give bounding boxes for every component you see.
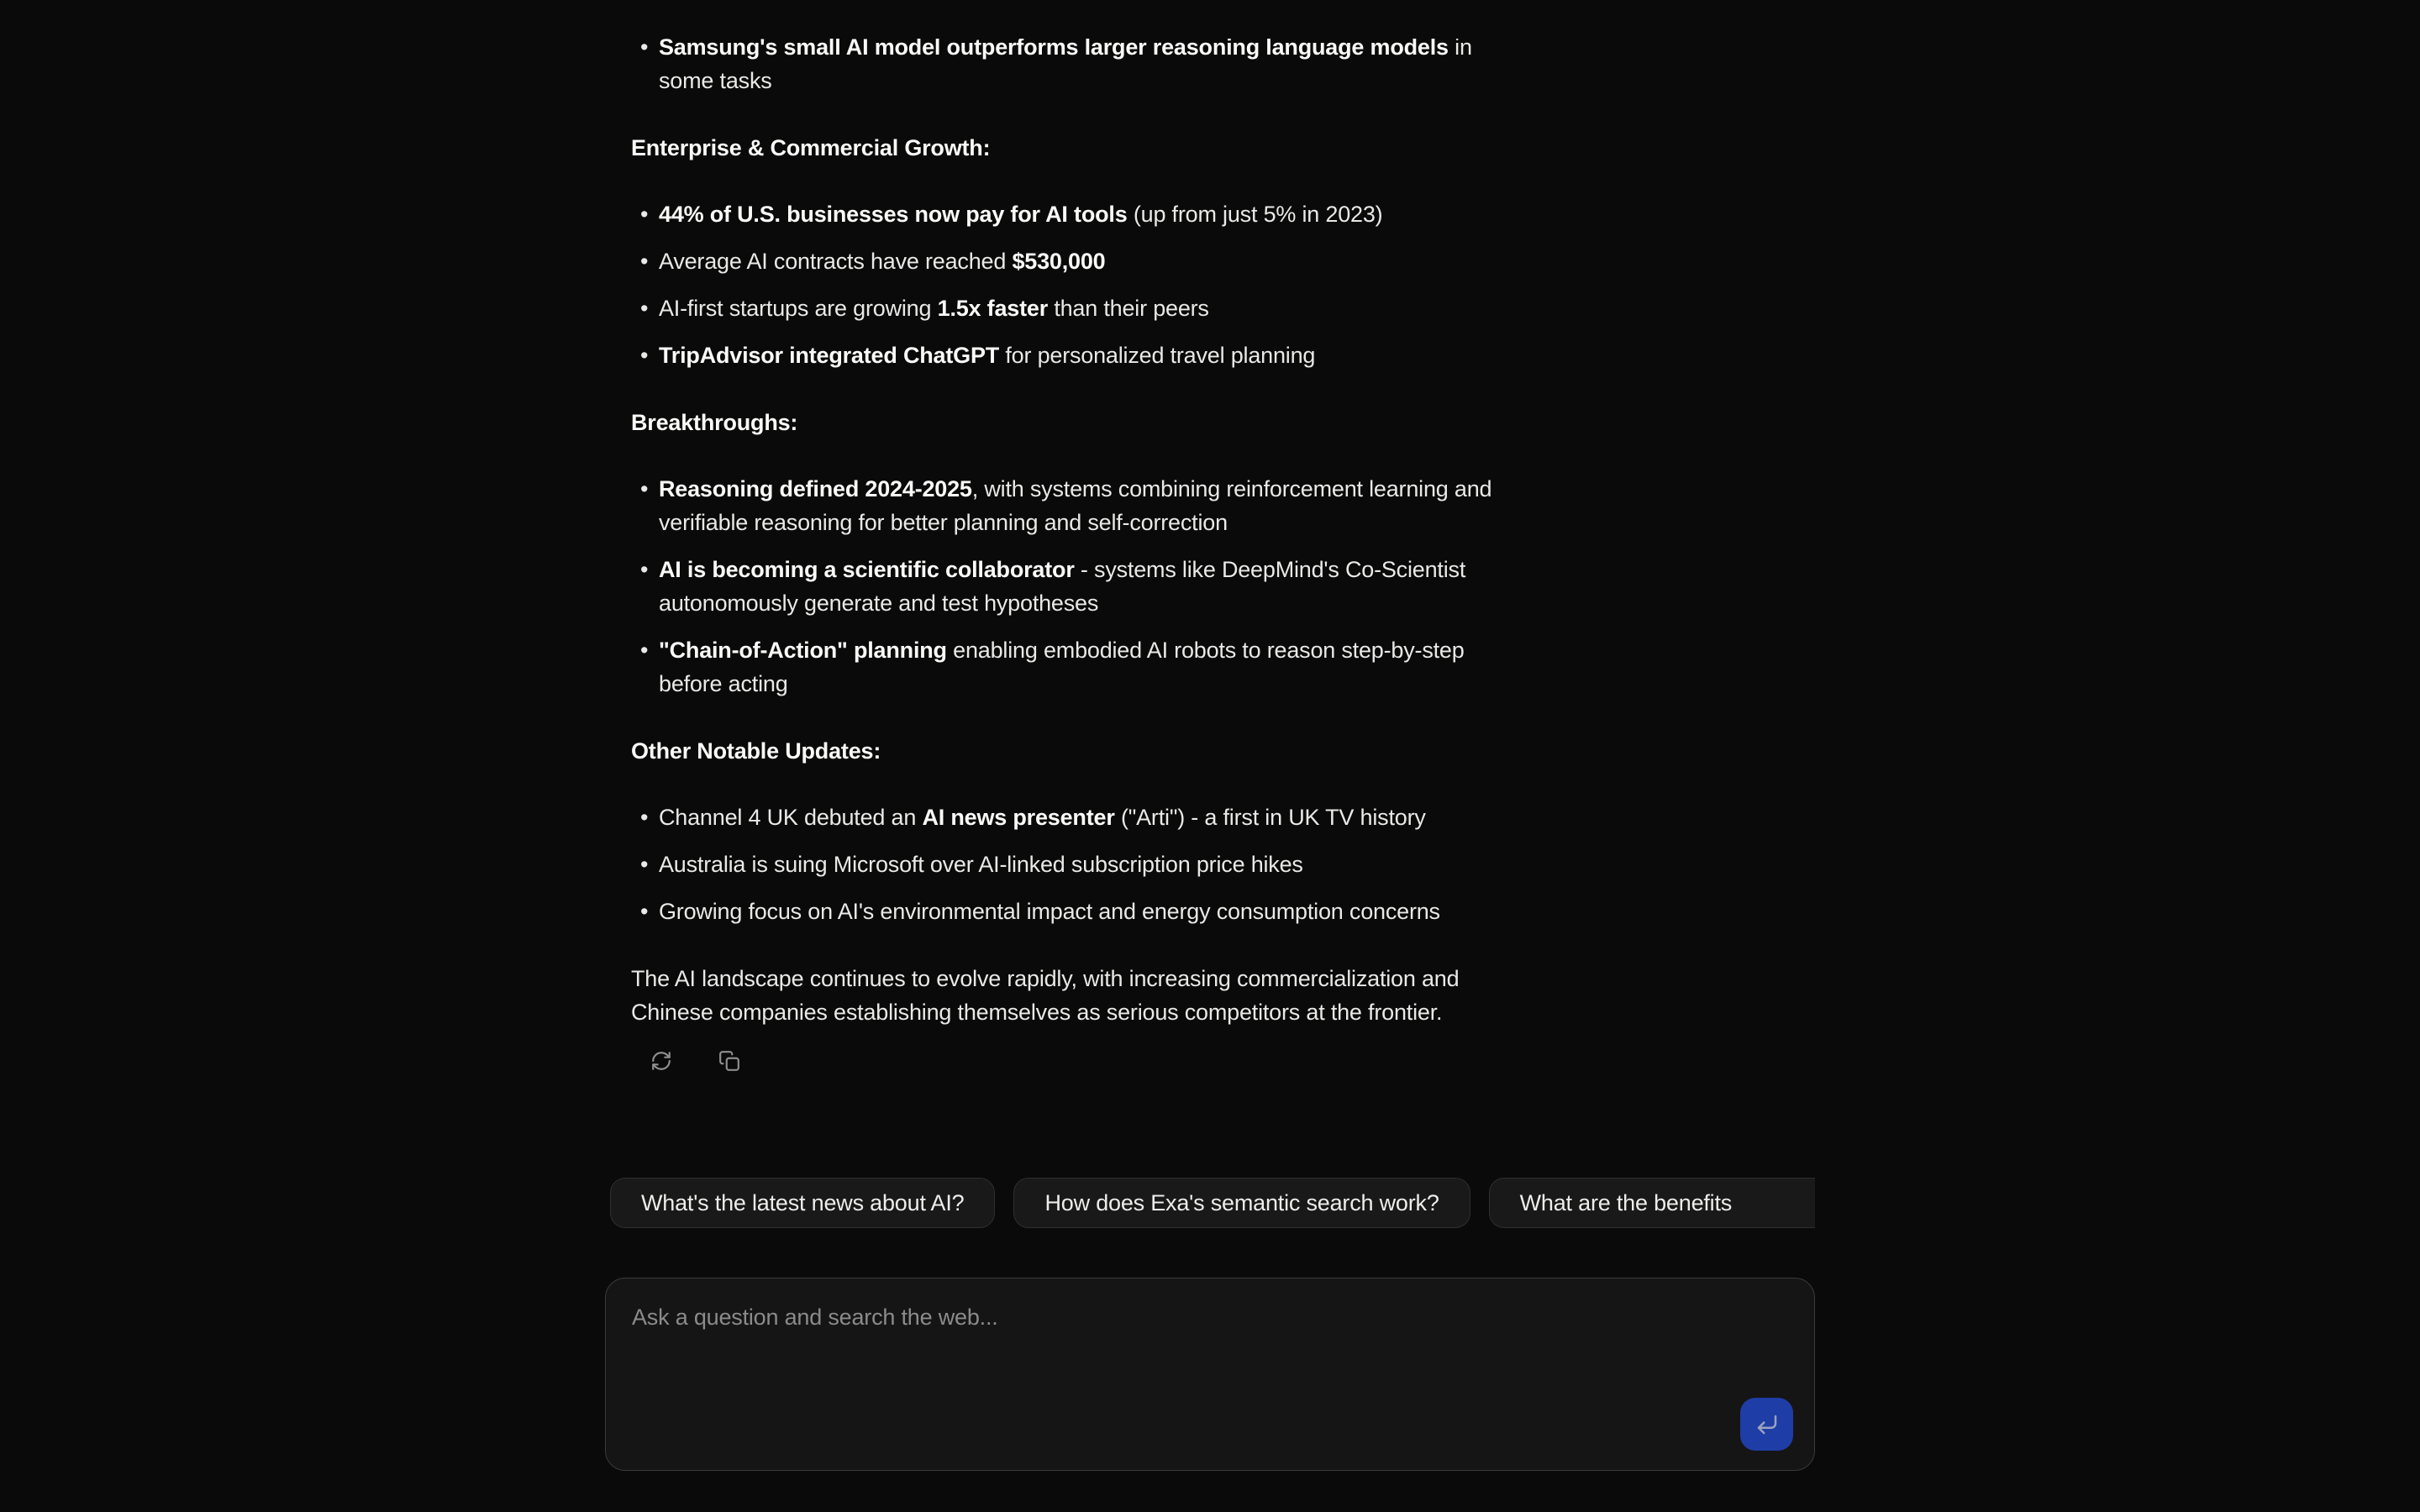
chat-column — [605, 0, 1815, 1512]
section-heading: Enterprise & Commercial Growth: — [631, 135, 991, 160]
text-run: , with systems combining reinforcement learning and verifiable reasoning for better planning and self-correction — [659, 476, 1492, 535]
bullet-item — [631, 291, 1522, 325]
closing-paragraph: The AI landscape continues to evolve rapidly, with increasing commercialization and Chinese companies establishing themselves as serious competitors at the frontier. — [631, 966, 1460, 1025]
bullet-list — [631, 39, 1522, 97]
suggestion-chip-semantic-search[interactable]: How does Exa's semantic search work? — [1013, 1178, 1470, 1228]
corner-down-left-icon — [1754, 1412, 1780, 1437]
suggestion-chip-benefits[interactable]: What are the benefits — [1489, 1178, 1815, 1228]
text-run: Australia is suing Microsoft over AI-linked subscription price hikes — [659, 852, 1303, 877]
bullet-item — [631, 801, 1522, 834]
text-run: than their peers — [1048, 296, 1209, 321]
text-run: - systems like DeepMind's Co-Scientist autonomously generate and test hypotheses — [659, 557, 1466, 616]
text-run: Growing focus on AI's environmental impact and energy consumption concerns — [659, 899, 1440, 924]
text-run: enabling embodied AI robots to reason step-by-step before acting — [659, 638, 1465, 696]
bullet-item — [631, 197, 1522, 231]
refresh-icon — [650, 1050, 672, 1072]
bold-text: AI is becoming a scientific collaborator — [659, 557, 1075, 582]
bullet-item — [631, 472, 1522, 539]
bullet-item — [631, 339, 1522, 372]
bold-text: $530,000 — [1012, 249, 1106, 274]
bullet-item — [631, 553, 1522, 620]
bullet-list — [631, 801, 1522, 928]
bullet-list — [631, 472, 1522, 701]
bold-text: "Chain-of-Action" planning — [659, 638, 947, 663]
section-heading: Breakthroughs: — [631, 410, 798, 435]
text-run: Average AI contracts have reached — [659, 249, 1013, 274]
text-run: ("Arti") - a first in UK TV history — [1114, 805, 1426, 830]
bullet-item — [631, 39, 1522, 97]
bold-text: 44% of U.S. businesses now pay for AI tools — [659, 202, 1128, 227]
bold-text: TripAdvisor integrated ChatGPT — [659, 343, 1000, 368]
suggestion-chip-latest-news[interactable]: What's the latest news about AI? — [610, 1178, 995, 1228]
bullet-item — [631, 633, 1522, 701]
message-blocks — [631, 39, 1522, 1029]
bullet-item — [631, 848, 1522, 881]
submit-button[interactable] — [1740, 1398, 1793, 1451]
text-run: Channel 4 UK debuted an — [659, 805, 923, 830]
bold-text: Reasoning defined 2024-2025 — [659, 476, 972, 501]
text-run: (up from just 5% in 2023) — [1127, 202, 1383, 227]
messages-scroll-area[interactable] — [605, 39, 1815, 1073]
composer — [605, 1278, 1815, 1471]
regenerate-button[interactable] — [650, 1049, 673, 1073]
message-actions — [650, 1049, 1522, 1073]
text-run: in some tasks — [659, 39, 1472, 93]
copy-button[interactable] — [718, 1049, 741, 1073]
text-run: AI-first startups are growing — [659, 296, 938, 321]
bold-text: Samsung's small AI model outperforms larger reasoning language models — [659, 39, 1449, 60]
text-run: for personalized travel planning — [999, 343, 1316, 368]
question-input[interactable] — [606, 1278, 1814, 1470]
bold-text: AI news presenter — [922, 805, 1115, 830]
assistant-message — [631, 39, 1522, 1073]
suggestion-chips — [610, 1178, 1815, 1230]
bullet-item — [631, 244, 1522, 278]
bullet-list — [631, 197, 1522, 372]
section-heading: Other Notable Updates: — [631, 738, 881, 764]
bullet-item — [631, 895, 1522, 928]
bold-text: 1.5x faster — [937, 296, 1049, 321]
copy-icon — [718, 1050, 740, 1072]
